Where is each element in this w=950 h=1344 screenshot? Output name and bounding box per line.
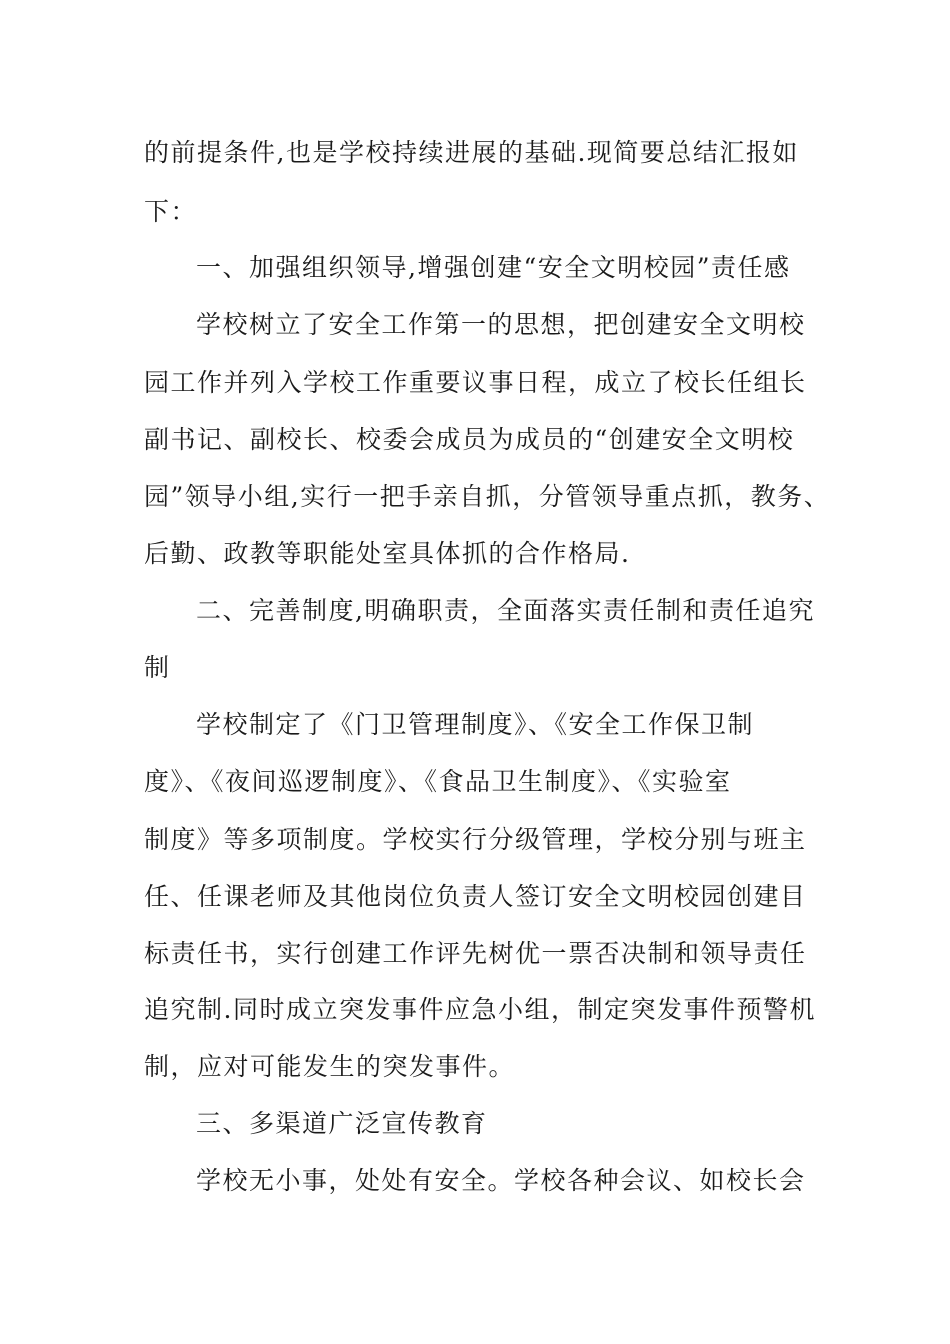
- paragraph-line: 副书记、副校长、校委会成员为成员的“创建安全文明校: [144, 425, 795, 454]
- paragraph-line: 园”领导小组,实行一把手亲自抓，分管领导重点抓，教务、: [144, 482, 831, 511]
- paragraph-line: 制度》等多项制度。学校实行分级管理，学校分别与班主: [144, 825, 807, 854]
- section-heading-1: 一、加强组织领导,增强创建“安全文明校园”责任感: [196, 253, 791, 282]
- paragraph-line: 任、任课老师及其他岗位负责人签订安全文明校园创建目: [144, 882, 807, 911]
- paragraph-line: 后勤、政教等职能处室具体抓的合作格局.: [144, 539, 631, 568]
- section-heading-3: 三、多渠道广泛宣传教育: [196, 1109, 488, 1138]
- paragraph-line: 制，应对可能发生的突发事件。: [144, 1052, 516, 1081]
- paragraph-line: 下：: [144, 197, 198, 226]
- paragraph-line: 学校树立了安全工作第一的思想，把创建安全文明校: [196, 310, 806, 339]
- paragraph-line: 的前提条件,也是学校持续进展的基础.现简要总结汇报如: [144, 138, 799, 167]
- section-heading-2-cont: 制: [144, 653, 171, 682]
- section-heading-2: 二、完善制度,明确职责，全面落实责任制和责任追究: [196, 596, 815, 625]
- paragraph-line: 标责任书，实行创建工作评先树优一票否决制和领导责任: [144, 939, 807, 968]
- paragraph-line: 追究制.同时成立突发事件应急小组，制定突发事件预警机: [144, 995, 816, 1024]
- paragraph-line: 度》、《夜间巡逻制度》、《食品卫生制度》、《实验室: [144, 767, 732, 796]
- paragraph-line: 园工作并列入学校工作重要议事日程，成立了校长任组长: [144, 368, 807, 397]
- paragraph-line: 学校无小事，处处有安全。学校各种会议、如校长会: [196, 1166, 806, 1195]
- paragraph-line: 学校制定了《门卫管理制度》、《安全工作保卫制: [196, 710, 755, 739]
